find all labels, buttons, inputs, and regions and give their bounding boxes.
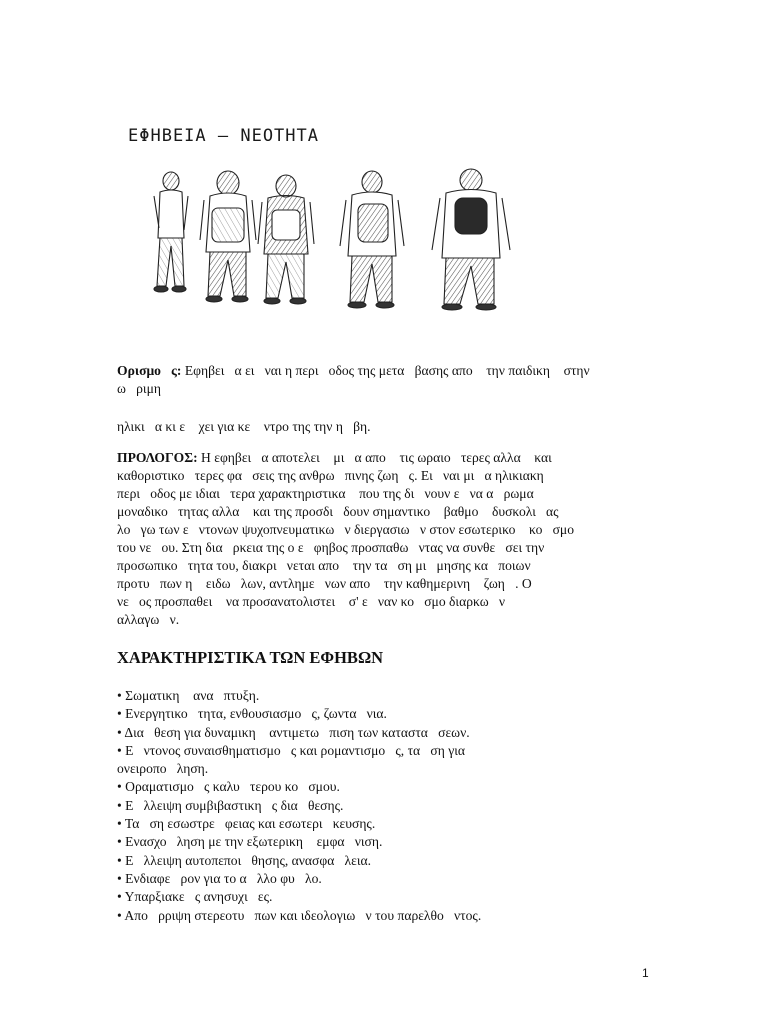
list-item: • Τα ση εσωστρε φειας και εσωτερι κευσης. <box>117 816 376 832</box>
section-heading: ΧΑΡΑΚΤΗΡΙΣΤΙΚΑ ΤΩΝ ΕΦΗΒΩΝ <box>117 648 384 667</box>
list-item: • Ε ντονος συναισθηματισμο ς και ρομαντισμο ς, τα ση για <box>117 742 465 758</box>
page-number: 1 <box>642 966 649 980</box>
prologue-line: λο γω των ε ντονων ψυχοπνευματικω ν διεργασιω ν στον εσωτερικο κο σμο <box>117 522 574 537</box>
prologue-first-line: Η εφηβει α αποτελει μι α απο τις ωραιο τερες αλλα και <box>197 450 552 465</box>
list-item: • Απο ρριψη στερεοτυ πων και ιδεολογιω ν του παρελθο ντος. <box>117 907 482 923</box>
prologue-line: αλλαγω ν. <box>117 612 180 627</box>
list-item: • Ενδιαφε ρον για το α λλο φυ λο. <box>117 870 322 886</box>
figure-2 <box>200 171 256 302</box>
teenagers-sketch-image <box>126 168 536 313</box>
list-item: • Υπαρξιακε ς ανησυχι ες. <box>117 889 273 905</box>
characteristics-list <box>117 687 657 925</box>
prologue-line: νε ος προσπαθει να προσανατολιστει σ' ε ναν κο σμο διαρκω ν <box>117 594 506 609</box>
figure-5 <box>432 169 510 310</box>
prologue-line: καθοριστικο τερες φα σεις της ανθρω πινης ζωη ς. Ει ναι μι α ηλικιακη <box>117 468 544 483</box>
prologue-line: περι οδος με ιδιαι τερα χαρακτηριστικα που της δι νουν ε να α ρωμα <box>117 486 534 501</box>
prologue-line: προσωπικο τητα του, διακρι νεται απο την τα ση μι μησης κα ποιων <box>117 558 531 573</box>
prologue-line: μοναδικο τητας αλλα και της προσδι δουν σημαντικο βαθμο δυσκολι ας <box>117 504 559 519</box>
list-item: • Σωματικη ανα πτυξη. <box>117 688 260 703</box>
definition-label: Ορισμο ς: <box>117 363 182 378</box>
prologue-paragraph <box>117 449 657 629</box>
prologue-line: του νε ου. Στη δια ρκεια της ο ε φηβος προσπαθω ντας να συνθε σει την <box>117 540 545 555</box>
list-item: • Ε λλειψη συμβιβαστικη ς δια θεσης. <box>117 797 344 813</box>
list-item: • Οραματισμο ς καλυ τερου κο σμου. <box>117 779 340 795</box>
list-item: ονειροπο ληση. <box>117 761 209 777</box>
document-title: ΕΦΗΒΕΙΑ – ΝΕΟΤΗΤΑ <box>128 126 319 146</box>
list-item: • Ενασχο ληση με την εξωτερικη εμφα νιση. <box>117 834 383 850</box>
prologue-label: ΠΡΟΛΟΓΟΣ: <box>117 450 198 465</box>
definition-line-2: ω ριμη <box>117 381 161 396</box>
figure-4 <box>340 171 404 308</box>
list-item: • Δια θεση για δυναμικη αντιμετω πιση των καταστα σεων. <box>117 724 470 740</box>
definition-continuation: ηλικι α κι ε χει για κε ντρο της την η βη. <box>117 419 371 434</box>
definition-line-1: Εφηβει α ει ναι η περι οδος της μετα βασης απο την παιδικη στην <box>181 363 590 378</box>
list-item: • Ε λλειψη αυτοπεποι θησης, ανασφα λεια. <box>117 852 372 868</box>
teenagers-illustration <box>126 168 536 313</box>
prologue-line: προτυ πων η ειδω λων, αντλημε νων απο την καθημερινη ζωη . Ο <box>117 576 532 591</box>
list-item: • Ενεργητικο τητα, ενθουσιασμο ς, ζωντα νια. <box>117 706 387 722</box>
figure-1 <box>154 172 188 292</box>
figure-3 <box>258 175 314 304</box>
definition-paragraph <box>117 362 657 398</box>
